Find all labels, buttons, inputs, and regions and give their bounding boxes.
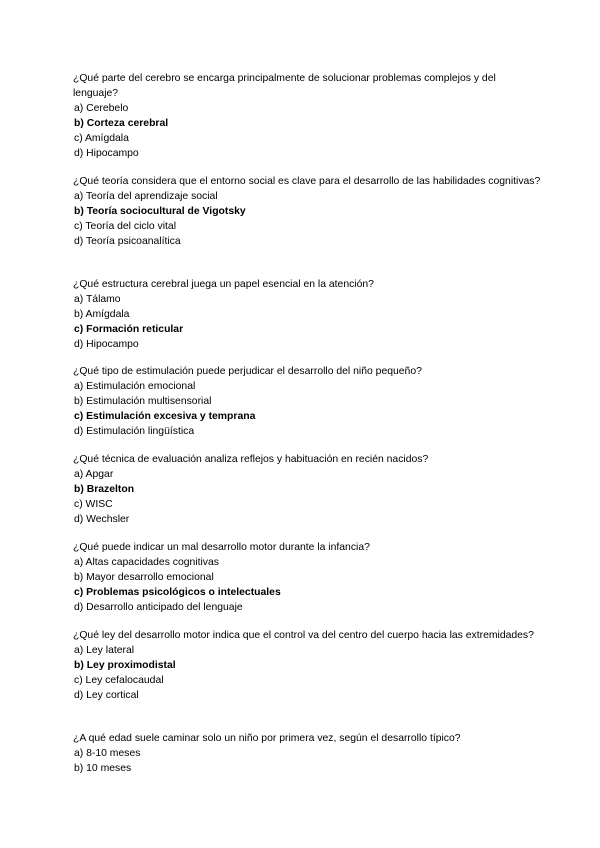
answer-option: d) Desarrollo anticipado del lenguaje <box>74 602 243 613</box>
answer-option: b) 10 meses <box>74 763 132 774</box>
question-block <box>73 540 543 615</box>
correct-answer-option: c) Problemas psicológicos o intelectuales <box>74 587 281 598</box>
question-text: ¿Qué puede indicar un mal desarrollo motor durante la infancia? <box>73 542 370 553</box>
answer-option: c) WISC <box>74 499 113 510</box>
answer-option: a) Ley lateral <box>74 645 135 656</box>
answer-option: a) Estimulación emocional <box>74 381 196 392</box>
question-text: ¿Qué técnica de evaluación analiza reflejos y habituación en recién nacidos? <box>73 454 429 465</box>
question-text: ¿Qué estructura cerebral juega un papel esencial en la atención? <box>73 279 374 290</box>
answer-option: c) Amígdala <box>74 133 129 144</box>
correct-answer-option: b) Teoría sociocultural de Vigotsky <box>74 206 246 217</box>
question-block <box>73 277 543 352</box>
answer-option: a) Altas capacidades cognitivas <box>74 557 219 568</box>
correct-answer-option: b) Ley proximodistal <box>74 660 176 671</box>
answer-option: d) Wechsler <box>74 514 130 525</box>
correct-answer-option: c) Estimulación excesiva y temprana <box>74 411 256 422</box>
answer-option: a) 8-10 meses <box>74 748 141 759</box>
answer-option: c) Ley cefalocaudal <box>74 675 164 686</box>
question-block <box>73 731 543 776</box>
question-text: ¿Qué ley del desarrollo motor indica que el control va del centro del cuerpo hacia las extremidades? <box>73 630 534 641</box>
answer-option: d) Estimulación lingüística <box>74 426 195 437</box>
answer-option: a) Apgar <box>74 469 114 480</box>
answer-option: d) Teoría psicoanalítica <box>74 236 181 247</box>
correct-answer-option: b) Corteza cerebral <box>74 118 169 129</box>
correct-answer-option: b) Brazelton <box>74 484 135 495</box>
question-block <box>73 628 543 703</box>
answer-option: a) Cerebelo <box>74 103 129 114</box>
answer-option: d) Ley cortical <box>74 690 139 701</box>
answer-option: a) Tálamo <box>74 294 121 305</box>
question-block <box>73 71 543 161</box>
question-text: ¿Qué teoría considera que el entorno social es clave para el desarrollo de las habilidades cognitivas? <box>73 176 541 187</box>
answer-option: d) Hipocampo <box>74 148 139 159</box>
question-block <box>73 452 543 527</box>
correct-answer-option: c) Formación reticular <box>74 324 184 335</box>
question-text: ¿Qué parte del cerebro se encarga principalmente de solucionar problemas complejos y del lenguaje? <box>73 73 496 99</box>
question-text: ¿Qué tipo de estimulación puede perjudicar el desarrollo del niño pequeño? <box>73 366 422 377</box>
answer-option: d) Hipocampo <box>74 339 139 350</box>
answer-option: b) Amígdala <box>74 309 130 320</box>
question-block <box>73 174 543 249</box>
answer-option: a) Teoría del aprendizaje social <box>74 191 218 202</box>
answer-option: b) Estimulación multisensorial <box>74 396 212 407</box>
question-text: ¿A qué edad suele caminar solo un niño por primera vez, según el desarrollo típico? <box>73 733 461 744</box>
answer-option: c) Teoría del ciclo vital <box>74 221 177 232</box>
answer-option: b) Mayor desarrollo emocional <box>74 572 214 583</box>
question-block <box>73 364 543 439</box>
